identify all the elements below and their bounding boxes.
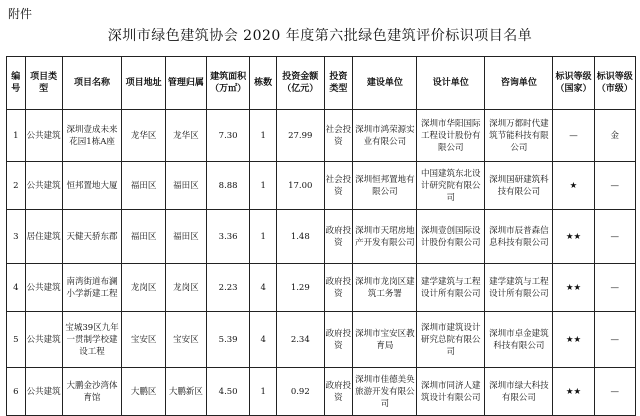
- cell-builder: 深圳市宝安区教育局: [353, 312, 417, 368]
- header-cell: 标识等级（国家）: [553, 57, 594, 110]
- cell-admin: 龙华区: [165, 110, 206, 162]
- header-row: [7, 57, 636, 110]
- cell-address: 宝安区: [122, 312, 165, 368]
- cell-name: 南湾街道布澜小学新建工程: [62, 264, 122, 312]
- cell-no: 3: [7, 210, 26, 264]
- header-cell: 项目地址: [122, 57, 165, 110]
- cell-investment: 27.99: [277, 110, 324, 162]
- cell-invest-type: 政府投资: [324, 210, 353, 264]
- cell-invest-type: 政府投资: [324, 368, 353, 416]
- cell-national-level: ★★: [553, 210, 594, 264]
- cell-area: 8.88: [206, 162, 249, 210]
- cell-address: 龙岗区: [122, 264, 165, 312]
- cell-national-level: ★★: [553, 368, 594, 416]
- cell-city-level: —: [594, 368, 635, 416]
- cell-national-level: ★★: [553, 312, 594, 368]
- cell-area: 7.30: [206, 110, 249, 162]
- cell-area: 4.50: [206, 368, 249, 416]
- header-cell: 建筑面积（万㎡）: [206, 57, 249, 110]
- table-row: [7, 368, 636, 416]
- cell-buildings: 1: [250, 210, 277, 264]
- cell-designer: 深圳市华阳国际工程设计股份有限公司: [417, 110, 485, 162]
- cell-name: 深圳壹成未来花园1栋A座: [62, 110, 122, 162]
- attachment-label: 附件: [8, 7, 33, 21]
- cell-investment: 2.34: [277, 312, 324, 368]
- page-title: 深圳市绿色建筑协会 2020 年度第六批绿色建筑评价标识项目名单: [107, 28, 533, 44]
- header-cell: 建设单位: [353, 57, 417, 110]
- cell-consultant: 深圳市卓金建筑科技有限公司: [485, 312, 553, 368]
- cell-no: 4: [7, 264, 26, 312]
- cell-address: 大鹏区: [122, 368, 165, 416]
- cell-type: 公共建筑: [25, 368, 62, 416]
- cell-area: 2.23: [206, 264, 249, 312]
- cell-type: 公共建筑: [25, 312, 62, 368]
- cell-name: 宝城39区九年一贯制学校建设工程: [62, 312, 122, 368]
- cell-buildings: 1: [250, 162, 277, 210]
- cell-national-level: —: [553, 110, 594, 162]
- table-row: [7, 312, 636, 368]
- table-row: [7, 110, 636, 162]
- cell-type: 公共建筑: [25, 162, 62, 210]
- cell-investment: 0.92: [277, 368, 324, 416]
- cell-designer: 建学建筑与工程设计所有限公司: [417, 264, 485, 312]
- cell-no: 6: [7, 368, 26, 416]
- header-cell: 编号: [7, 57, 26, 110]
- cell-admin: 大鹏新区: [165, 368, 206, 416]
- cell-designer: 深圳市同济人建筑设计有限公司: [417, 368, 485, 416]
- cell-city-level: —: [594, 162, 635, 210]
- cell-name: 天健天骄东郡: [62, 210, 122, 264]
- table-row: [7, 210, 636, 264]
- cell-type: 公共建筑: [25, 110, 62, 162]
- cell-investment: 1.48: [277, 210, 324, 264]
- cell-invest-type: 政府投资: [324, 312, 353, 368]
- cell-investment: 1.29: [277, 264, 324, 312]
- cell-builder: 深圳市鸿荣源实业有限公司: [353, 110, 417, 162]
- cell-type: 公共建筑: [25, 264, 62, 312]
- cell-buildings: 4: [250, 264, 277, 312]
- cell-city-level: 金: [594, 110, 635, 162]
- header-cell: 投资类型: [324, 57, 353, 110]
- header-cell: 管理归属: [165, 57, 206, 110]
- cell-name: 恒邦置地大厦: [62, 162, 122, 210]
- cell-address: 龙华区: [122, 110, 165, 162]
- cell-buildings: 1: [250, 110, 277, 162]
- cell-address: 福田区: [122, 210, 165, 264]
- project-table: [6, 56, 636, 416]
- cell-admin: 福田区: [165, 162, 206, 210]
- cell-national-level: ★★: [553, 264, 594, 312]
- cell-admin: 龙岗区: [165, 264, 206, 312]
- cell-type: 居住建筑: [25, 210, 62, 264]
- cell-consultant: 深圳国研建筑科技有限公司: [485, 162, 553, 210]
- cell-buildings: 4: [250, 312, 277, 368]
- cell-admin: 宝安区: [165, 312, 206, 368]
- cell-designer: 中国建筑东北设计研究院有限公司: [417, 162, 485, 210]
- cell-no: 5: [7, 312, 26, 368]
- cell-invest-type: 社会投资: [324, 110, 353, 162]
- cell-national-level: ★: [553, 162, 594, 210]
- cell-builder: 深圳市龙岗区建筑工务署: [353, 264, 417, 312]
- cell-city-level: —: [594, 264, 635, 312]
- header-cell: 标识等级（市级）: [594, 57, 635, 110]
- table-row: [7, 162, 636, 210]
- cell-designer: 深圳壹创国际设计股份有限公司: [417, 210, 485, 264]
- cell-designer: 深圳市建筑设计研究总院有限公司: [417, 312, 485, 368]
- cell-invest-type: 社会投资: [324, 162, 353, 210]
- cell-consultant: 深圳市绿大科技有限公司: [485, 368, 553, 416]
- cell-builder: 深圳市佳德美奂旅游开发有限公司: [353, 368, 417, 416]
- cell-consultant: 建学建筑与工程设计所有限公司: [485, 264, 553, 312]
- cell-address: 福田区: [122, 162, 165, 210]
- table-row: [7, 264, 636, 312]
- cell-consultant: 深圳市辰普森信息科技有限公司: [485, 210, 553, 264]
- cell-consultant: 深圳万都时代建筑节能科技有限公司: [485, 110, 553, 162]
- cell-area: 5.39: [206, 312, 249, 368]
- header-cell: 项目名称: [62, 57, 122, 110]
- cell-city-level: —: [594, 210, 635, 264]
- cell-name: 大鹏金沙湾体育馆: [62, 368, 122, 416]
- header-cell: 咨询单位: [485, 57, 553, 110]
- cell-area: 3.36: [206, 210, 249, 264]
- cell-builder: 深圳恒邦置地有限公司: [353, 162, 417, 210]
- header-cell: 栋数: [250, 57, 277, 110]
- cell-no: 2: [7, 162, 26, 210]
- cell-city-level: —: [594, 312, 635, 368]
- cell-builder: 深圳市天珺房地产开发有限公司: [353, 210, 417, 264]
- cell-investment: 17.00: [277, 162, 324, 210]
- cell-invest-type: 政府投资: [324, 264, 353, 312]
- cell-no: 1: [7, 110, 26, 162]
- cell-buildings: 1: [250, 368, 277, 416]
- header-cell: 设计单位: [417, 57, 485, 110]
- header-cell: 投资金额（亿元）: [277, 57, 324, 110]
- header-cell: 项目类型: [25, 57, 62, 110]
- cell-admin: 福田区: [165, 210, 206, 264]
